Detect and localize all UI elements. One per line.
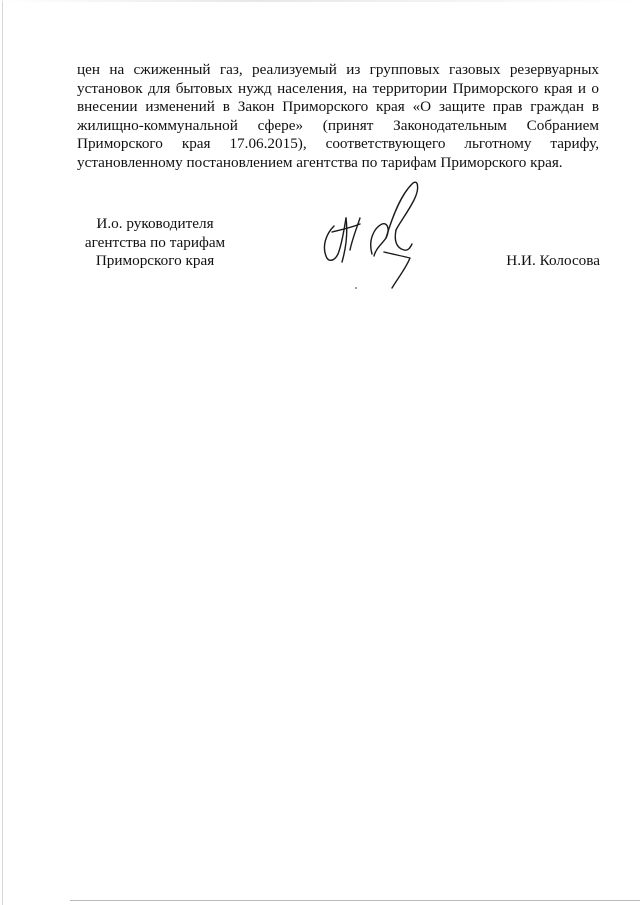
scan-edge-left [2, 0, 3, 905]
document-body [77, 61, 599, 172]
signatory-name: Н.И. Колосова [506, 252, 600, 269]
signatory-position [75, 215, 235, 271]
handwritten-signature [316, 178, 428, 290]
body-paragraph: цен на сжиженный газ, реализуемый из групповых газовых резервуарных установок для бытовых нужд населения, на территории Приморского края и о внесении изменений в Закон Приморского края «О защите прав граждан в жилищно-коммунальной сфере» (принят Законодательным Собранием Приморского края 17.06.2015), соответствующего льготному тарифу, установленному постановлением агентства по тарифам Приморского края. [77, 61, 599, 171]
position-line-2: агентства по тарифам [84, 233, 226, 251]
position-line-3: Приморского края [95, 252, 215, 269]
scan-edge-bottom [70, 900, 640, 901]
scan-edge-top [0, 0, 640, 2]
position-line-1: И.о. руководителя [96, 215, 214, 232]
